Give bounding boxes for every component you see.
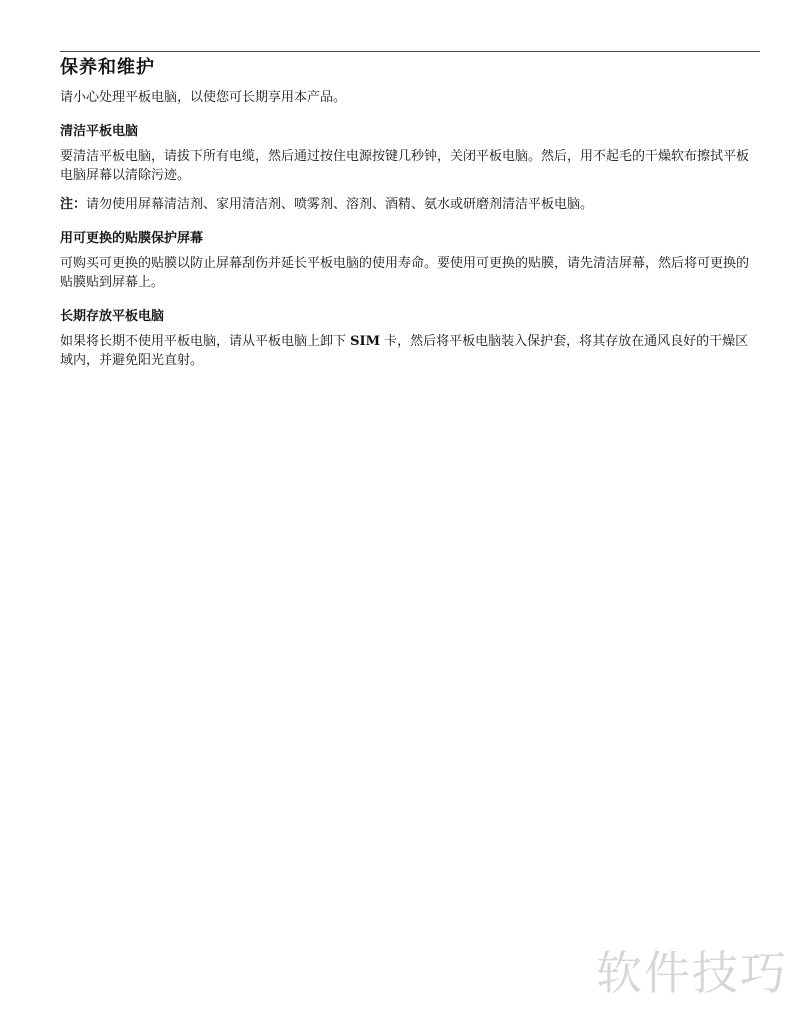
intro-paragraph: 请小心处理平板电脑，以使您可长期享用本产品。: [60, 90, 347, 105]
film-heading: 用可更换的贴膜保护屏幕: [60, 231, 204, 246]
watermark: 软件技巧: [596, 946, 788, 1000]
storage-text-2: 卡，然后将平板电脑装入保护套，将其存放在通风良好的干燥区域内，并避免阳光直射。: [60, 334, 749, 368]
sim-label: SIM: [350, 334, 380, 349]
film-paragraph: 可购买可更换的贴膜以防止屏幕刮伤并延长平板电脑的使用寿命。要使用可更换的贴膜，请先清洁屏幕，然后将可更换的贴膜贴到屏幕上。: [60, 256, 750, 290]
top-rule: [60, 51, 760, 52]
cleaning-heading: 清洁平板电脑: [60, 124, 139, 139]
storage-paragraph: [60, 332, 760, 370]
storage-heading: 长期存放平板电脑: [60, 309, 165, 324]
storage-text-1: 如果将长期不使用平板电脑，请从平板电脑上卸下: [60, 334, 351, 349]
cleaning-paragraph: 要清洁平板电脑，请拔下所有电缆，然后通过按住电源按键几秒钟，关闭平板电脑。然后，用不起毛的干燥软布擦拭平板电脑屏幕以清除污迹。: [60, 149, 750, 183]
cleaning-note: [60, 195, 760, 214]
note-text: 请勿使用屏幕清洁剂、家用清洁剂、喷雾剂、溶剂、酒精、氨水或研磨剂清洁平板电脑。: [86, 197, 594, 212]
content: [60, 88, 760, 370]
section-title: 保养和维护: [60, 57, 155, 78]
note-label: 注：: [60, 197, 87, 212]
